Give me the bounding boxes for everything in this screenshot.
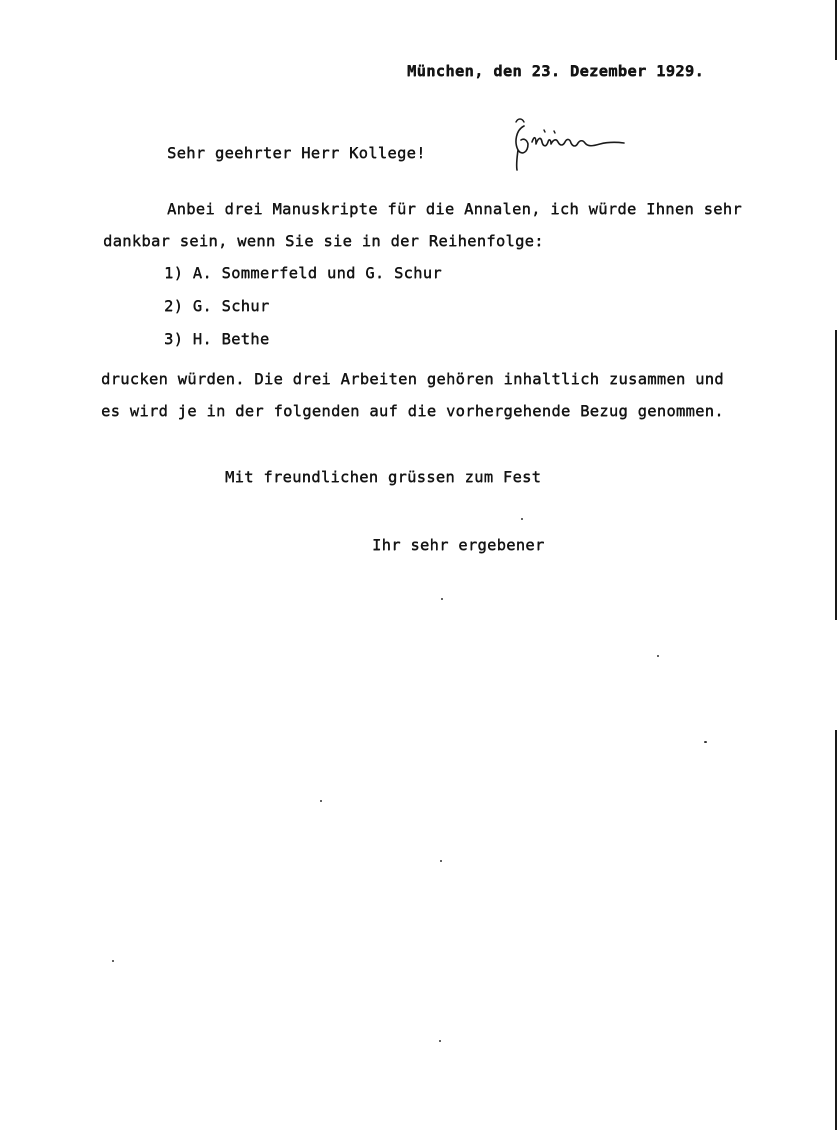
body-line-2: dankbar sein, wenn Sie sie in der Reihenfolge: xyxy=(103,232,544,250)
closing-valediction: Ihr sehr ergebener xyxy=(372,536,545,554)
scan-speck xyxy=(440,860,442,862)
place-date-line: München, den 23. Dezember 1929. xyxy=(407,62,705,80)
list-item-1: 1) A. Sommerfeld und G. Schur xyxy=(164,264,442,282)
handwritten-annotation-signature xyxy=(508,112,633,174)
scan-speck xyxy=(704,741,707,743)
scan-speck xyxy=(112,960,114,962)
scan-speck xyxy=(441,598,443,600)
scan-speck xyxy=(657,655,659,657)
body-line-1: Anbei drei Manuskripte für die Annalen, ich würde Ihnen sehr xyxy=(167,200,742,218)
salutation: Sehr geehrter Herr Kollege! xyxy=(167,144,426,162)
scan-speck xyxy=(521,518,523,520)
closing-greeting: Mit freundlichen grüssen zum Fest xyxy=(225,468,542,486)
scan-speck xyxy=(439,1040,441,1042)
list-item-2: 2) G. Schur xyxy=(164,297,270,315)
body-line-3: drucken würden. Die drei Arbeiten gehören inhaltlich zusammen und xyxy=(101,370,724,388)
body-line-4: es wird je in der folgenden auf die vorhergehende Bezug genommen. xyxy=(101,402,724,420)
list-item-3: 3) H. Bethe xyxy=(164,330,270,348)
scan-speck xyxy=(320,800,322,802)
